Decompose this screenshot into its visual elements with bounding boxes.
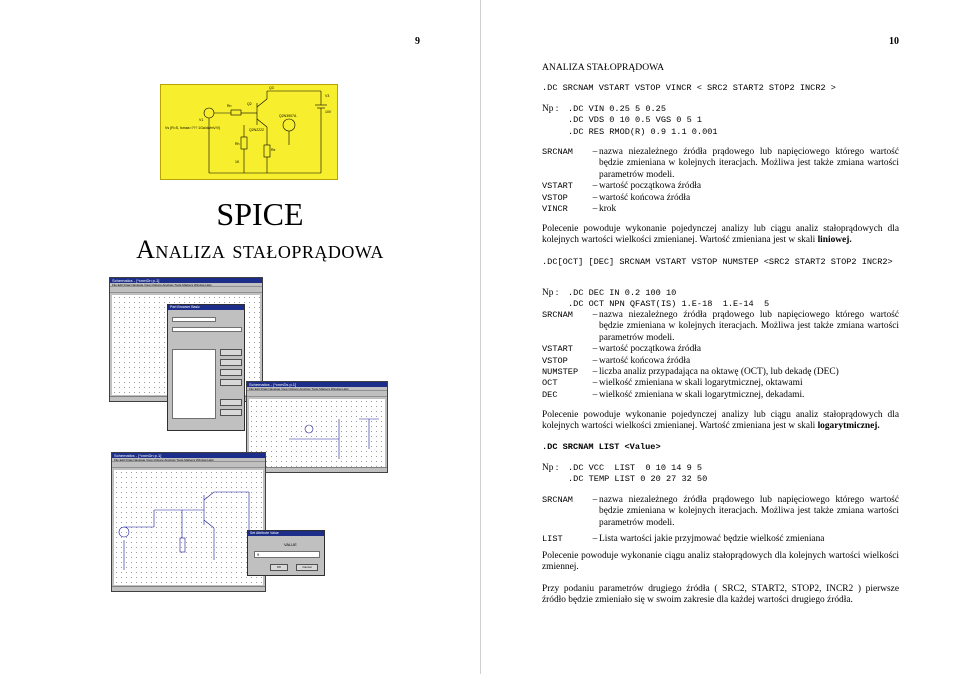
svg-text:10V: 10V xyxy=(325,110,332,114)
definition-row: SRCNAM – nazwa niezależnego źródła prądowego lub napięciowego którego wartość będzie zmieniana w kolejnych iteracjach. Możliwa jest także zmiana wartości parametrów modeli. xyxy=(542,147,899,180)
syntax-1: .DC SRCNAM VSTART VSTOP VINCR < SRC2 START2 STOP2 INCR2 > xyxy=(542,83,836,93)
help-button[interactable] xyxy=(220,379,242,386)
status-bar xyxy=(247,467,387,472)
window-title: Schematics - [*cnmDn p.1] xyxy=(110,278,262,283)
definitions-1 xyxy=(542,147,899,215)
example-label: Np : xyxy=(542,463,559,473)
definition-row: VSTART – wartość początkowa źródła xyxy=(542,344,702,355)
definitions-3 xyxy=(542,495,899,546)
svg-text:Q2N2222: Q2N2222 xyxy=(249,128,264,132)
definition-row: SRCNAM – nazwa niezależnego źródła prądowego lub napięciowego którego wartość będzie zmieniana w kolejnych iteracjach. Możliwa jest także zmiana wartości parametrów modeli. xyxy=(542,310,899,343)
page-title: SPICE xyxy=(216,196,304,232)
page-number-right: 10 xyxy=(889,36,899,47)
definition-row: DEC – wielkość zmieniana w skali logarytmicznej, dekadami. xyxy=(542,389,805,400)
schematic-canvas xyxy=(249,399,385,467)
example-line: .DC VIN 0.25 5 0.25 xyxy=(568,104,666,114)
definition-row: NUMSTEP – liczba analiz przypadająca na oktawę (OCT), lub dekadę (DEC) xyxy=(542,367,839,378)
page-subtitle: Analiza stałoprądowa xyxy=(136,235,384,264)
example-label: Np : xyxy=(542,288,559,298)
menu-bar: File Edit Draw Navigate View Options Analysis Tools Markers Window Help xyxy=(112,458,265,462)
advanced-button[interactable] xyxy=(220,409,242,416)
toolbar xyxy=(110,287,262,293)
example-label: Np : xyxy=(542,104,559,114)
part-list[interactable] xyxy=(172,349,216,419)
definition-row: VSTART – wartość początkowa źródła xyxy=(542,181,702,192)
page-number-left: 9 xyxy=(415,36,420,47)
syntax-2: .DC[OCT] [DEC] SRCNAM VSTART VSTOP NUMSTEP <SRC2 START2 STOP2 INCR2> xyxy=(542,257,893,267)
toolbar xyxy=(112,462,265,468)
place-button[interactable] xyxy=(220,359,242,366)
window-title: Schematics - [*cnmDn p.1] xyxy=(112,453,265,458)
paragraph-4: Przy podaniu parametrów drugiego źródła ( SRC2, START2, STOP2, INCR2 ) pierwsze źródło będzie zmieniało się w swoim zakresie dla każdej wartości drugiego źródła. xyxy=(542,584,899,606)
libraries-button[interactable] xyxy=(220,399,242,406)
toolbar xyxy=(247,391,387,397)
ok-button[interactable]: OK xyxy=(270,564,288,571)
set-attribute-dialog xyxy=(247,530,325,576)
window-title: Schematics - [*cnmDs p.1] xyxy=(247,382,387,387)
title-block xyxy=(60,196,460,268)
definition-row: SRCNAM – nazwa niezależnego źródła prądowego lub napięciowego którego wartość będzie zmieniana w kolejnych iteracjach. Możliwa jest także zmiana wartości parametrów modeli. xyxy=(542,495,899,528)
schematic-circuit-icon xyxy=(249,399,385,467)
example-line: .DC VCC LIST 0 10 14 9 5 xyxy=(568,463,703,473)
definition-row: VSTOP – wartość końcowa źródła xyxy=(542,192,691,203)
schematics-window-2 xyxy=(246,381,388,473)
definition-row: VSTOP – wartość końcowa źródła xyxy=(542,355,691,366)
place-close-button[interactable] xyxy=(220,369,242,376)
circuit-schematic-icon xyxy=(161,85,339,181)
status-bar xyxy=(112,586,265,591)
description-field[interactable] xyxy=(172,327,242,332)
dialog-title: Set Attribute Value xyxy=(248,531,324,536)
schematic-canvas xyxy=(114,470,263,585)
paragraph-1: Polecenie powoduje wykonanie pojedynczej analizy lub ciągu analiz stałoprądowych dla kolejnych wartości wielkości zmienianej. Wartość zmieniana jest w skali liniowej. xyxy=(542,224,899,246)
section-title: ANALIZA STAŁOPRĄDOWA xyxy=(542,62,665,73)
svg-text:V1: V1 xyxy=(199,118,204,122)
definitions-2 xyxy=(542,310,899,401)
right-page xyxy=(481,0,960,674)
svg-text:Rh: Rh xyxy=(235,142,240,146)
part-browser-dialog xyxy=(167,304,245,431)
examples-1 xyxy=(542,104,899,138)
svg-text:Vs (R=S, Ismax=??? 1Ga/dc/mV/V: Vs (R=S, Ismax=??? 1Ga/dc/mV/V) xyxy=(165,126,221,130)
example-line: .DC VDS 0 10 0.5 VGS 0 5 1 xyxy=(568,115,703,126)
definition-row: VINCR – krok xyxy=(542,204,617,215)
example-line: .DC TEMP LIST 0 20 27 32 50 xyxy=(568,474,708,485)
schematics-window-3 xyxy=(111,452,266,592)
definition-row: OCT – wielkość zmieniana w skali logarytmicznej, oktawami xyxy=(542,378,803,389)
definition-row: LIST – Lista wartości jakie przyjmować będzie wielkość zmieniana xyxy=(542,534,825,545)
paragraph-3: Polecenie powoduje wykonanie ciągu analiz stałoprądowych dla kolejnych wartości wielkości zmiennej. xyxy=(542,551,899,573)
svg-text:1K: 1K xyxy=(235,160,240,164)
svg-text:Re: Re xyxy=(271,148,276,152)
attribute-value-input[interactable]: 9 xyxy=(254,551,320,558)
menu-bar: File Edit Draw Navigate View Options Analysis Tools Markers Window Help xyxy=(247,387,387,391)
attribute-label: VALUE xyxy=(284,542,297,547)
example-line: .DC DEC IN 0.2 100 10 xyxy=(568,288,677,298)
svg-text:V3: V3 xyxy=(325,94,330,98)
close-button[interactable] xyxy=(220,349,242,356)
example-line: .DC RES RMOD(R) 0.9 1.1 0.001 xyxy=(568,126,718,137)
examples-2 xyxy=(542,288,899,311)
cancel-button[interactable]: Cancel xyxy=(296,564,318,571)
schematic-circuit-icon xyxy=(114,470,263,585)
circuit-diagram xyxy=(160,84,338,180)
menu-bar: File Edit Draw Navigate View Options Analysis Tools Markers Window Help xyxy=(110,283,262,287)
dialog-title: Part Browser Basic xyxy=(168,305,244,310)
paragraph-2: Polecenie powoduje wykonanie pojedynczej analizy lub ciągu analiz stałoprądowych dla kolejnych wartości wielkości zmienianej. Wartość zmieniana jest w skali logarytmicznej. xyxy=(542,410,899,432)
svg-text:Q3: Q3 xyxy=(269,86,274,90)
examples-3 xyxy=(542,463,899,486)
svg-text:Q2N3907A: Q2N3907A xyxy=(279,114,297,118)
part-name-field[interactable] xyxy=(172,317,216,322)
svg-text:Rn: Rn xyxy=(227,104,232,108)
svg-text:Q2: Q2 xyxy=(247,102,252,106)
example-line: .DC OCT NPN QFAST(IS) 1.E-18 1.E-14 5 xyxy=(568,299,770,310)
syntax-3: .DC SRCNAM LIST <Value> xyxy=(542,442,661,452)
